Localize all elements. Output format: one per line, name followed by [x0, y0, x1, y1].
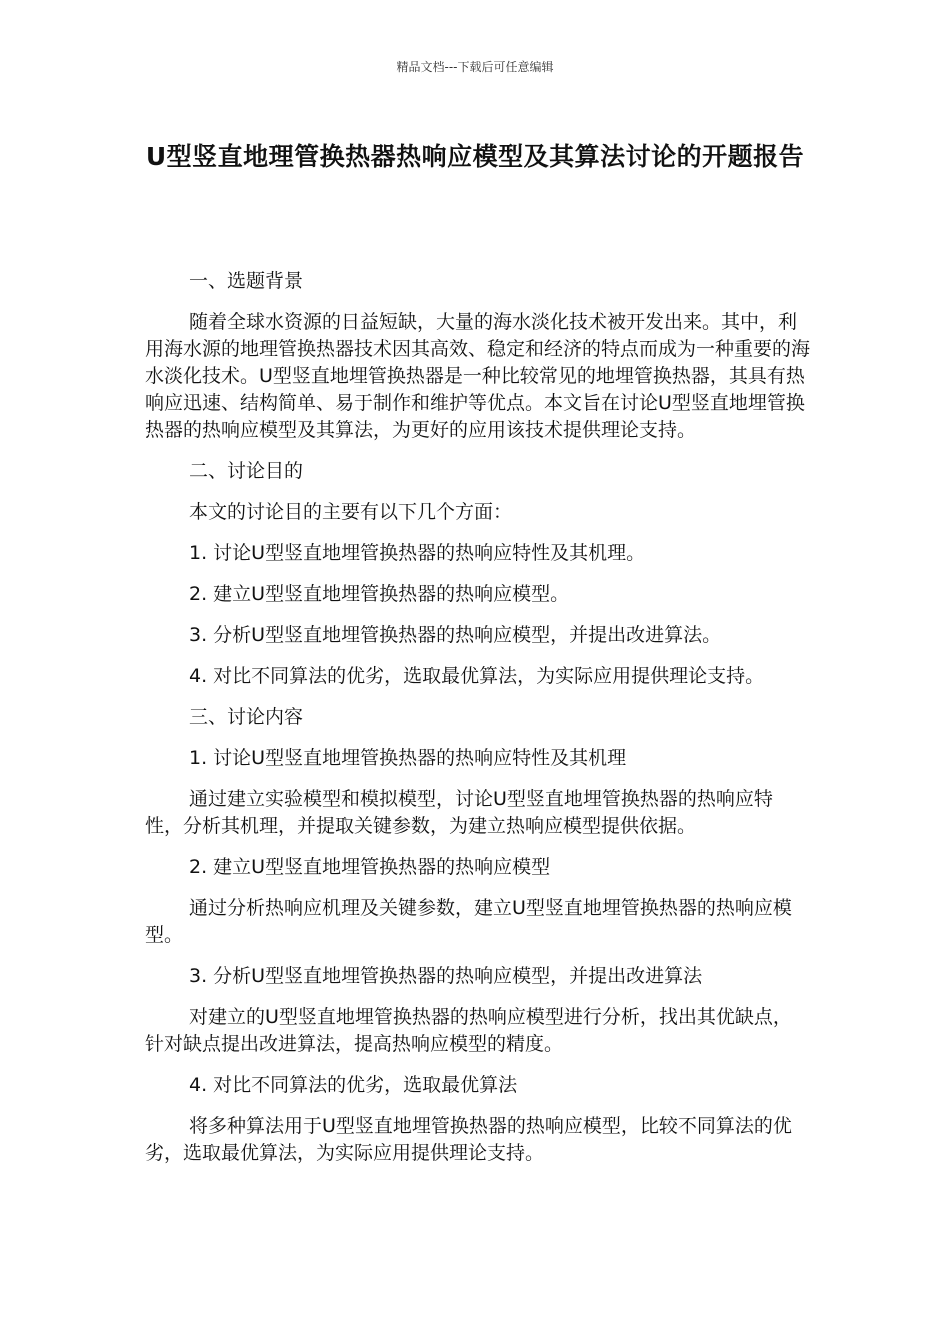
paragraph-content-3: 对建立的U型竖直地埋管换热器的热响应模型进行分析，找出其优缺点，针对缺点提出改进算法，提高热响应模型的精度。 — [145, 1006, 792, 1055]
list-item-purpose-1: 1. 讨论U型竖直地埋管换热器的热响应特性及其机理。 — [189, 542, 646, 564]
paragraph-content-2: 通过分析热响应机理及关键参数，建立U型竖直地埋管换热器的热响应模型。 — [145, 897, 792, 946]
subheading-content-1: 1. 讨论U型竖直地埋管换热器的热响应特性及其机理 — [189, 747, 627, 769]
subheading-content-2: 2. 建立U型竖直地埋管换热器的热响应模型 — [189, 856, 551, 878]
list-item-purpose-3: 3. 分析U型竖直地埋管换热器的热响应模型，并提出改进算法。 — [189, 624, 722, 646]
header-note: 精品文档---下载后可任意编辑 — [396, 60, 554, 74]
list-item-purpose-2: 2. 建立U型竖直地埋管换热器的热响应模型。 — [189, 583, 570, 605]
paragraph-purpose-intro: 本文的讨论目的主要有以下几个方面： — [189, 501, 513, 523]
paragraph-content-4: 将多种算法用于U型竖直地埋管换热器的热响应模型，比较不同算法的优劣，选取最优算法，为实际应用提供理论支持。 — [145, 1115, 792, 1164]
section-heading-content: 三、讨论内容 — [189, 706, 304, 728]
document-title: U型竖直地理管换热器热响应模型及其算法讨论的开题报告 — [145, 142, 805, 171]
subheading-content-4: 4. 对比不同算法的优劣，选取最优算法 — [189, 1074, 518, 1096]
paragraph-content-1: 通过建立实验模型和模拟模型，讨论U型竖直地埋管换热器的热响应特性，分析其机理，并提取关键参数，为建立热响应模型提供依据。 — [145, 788, 773, 837]
subheading-content-3: 3. 分析U型竖直地埋管换热器的热响应模型，并提出改进算法 — [189, 965, 703, 987]
section-heading-background: 一、选题背景 — [189, 270, 304, 292]
list-item-purpose-4: 4. 对比不同算法的优劣，选取最优算法，为实际应用提供理论支持。 — [189, 665, 765, 687]
paragraph-background: 随着全球水资源的日益短缺，大量的海水淡化技术被开发出来。其中，利用海水源的地理管换热器技术因其高效、稳定和经济的特点而成为一种重要的海水淡化技术。U型竖直地埋管换热器是一种比较常见的地埋管换热器，其具有热响应迅速、结构简单、易于制作和维护等优点。本文旨在讨论U型竖直地埋管换热器的热响应模型及其算法，为更好的应用该技术提供理论支持。 — [145, 311, 811, 441]
document-body — [145, 268, 810, 1181]
section-heading-purpose: 二、讨论目的 — [189, 460, 304, 482]
